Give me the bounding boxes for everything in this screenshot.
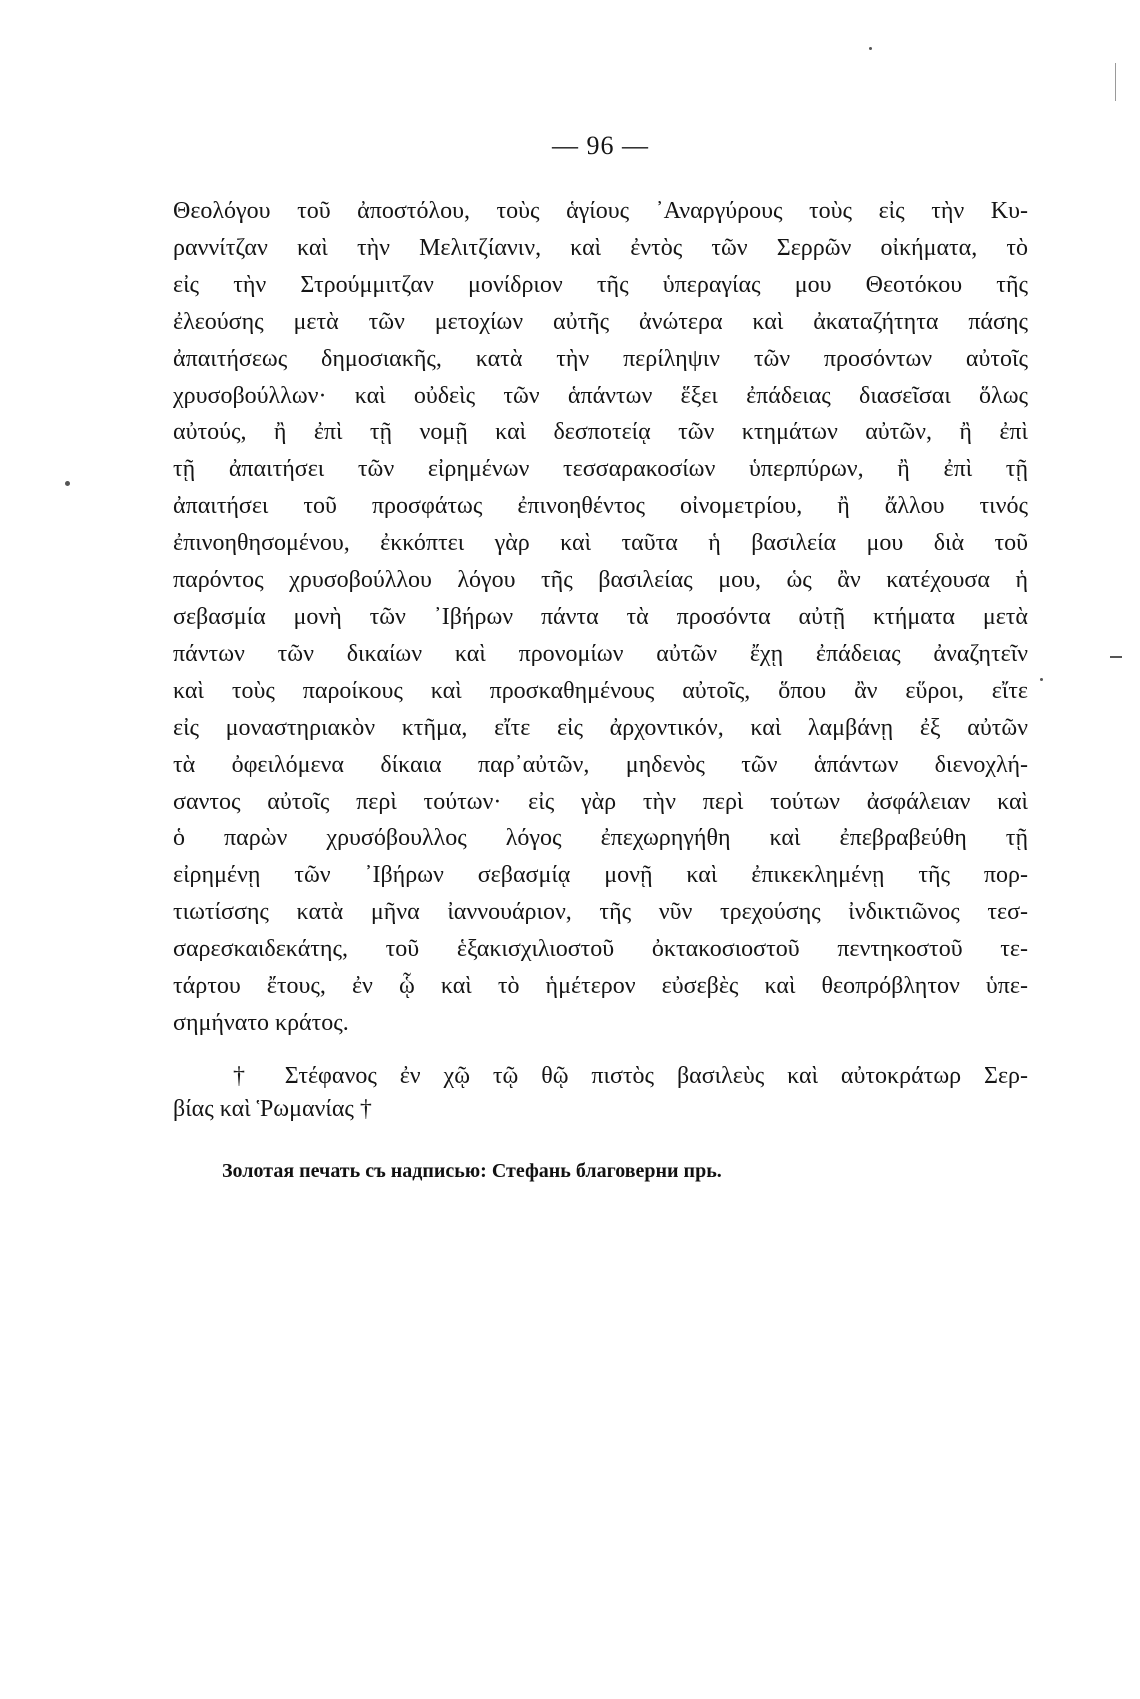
body-line: χρυσοβούλλων· καὶ οὐδεὶς τῶν ἁπάντων ἕξει ἐπάδειας διασεῖσαι ὅλως [173, 382, 1028, 409]
body-line: σημήνατο κράτος. [173, 1009, 349, 1036]
scan-edge-mark [1115, 63, 1116, 101]
body-line: Θεολόγου τοῦ ἀποστόλου, τοὺς ἁγίους ᾿Αναργύρους τοὺς εἰς τὴν Κυ- [173, 198, 1028, 224]
body-line: εἰς τὴν Στρούμμιτζαν μονίδριον τῆς ὑπεραγίας μου Θεοτόκου τῆς [173, 271, 1028, 298]
body-line: σεβασμία μονὴ τῶν ᾿Ιβήρων πάντα τὰ προσόντα αὐτῇ κτήματα μετὰ [173, 603, 1028, 630]
signature-line: † Στέφανος ἐν χῷ τῷ θῷ πιστὸς βασιλεὺς καὶ αὐτοκράτωρ Σερ- [233, 1063, 1028, 1089]
body-line: ἐλεούσης μετὰ τῶν μετοχίων αὐτῆς ἀνώτερα καὶ ἀκαταζήτητα πάσης [173, 308, 1028, 335]
body-line: ὁ παρὼν χρυσόβουλλος λόγος ἐπεχωρηγήθη καὶ ἐπεβραβεύθη τῇ [173, 825, 1028, 852]
scan-speck [1110, 656, 1122, 658]
body-line: τῇ ἀπαιτήσει τῶν εἰρημένων τεσσαρακοσίων ὑπερπύρων, ἢ ἐπὶ τῇ [173, 456, 1028, 483]
body-line: τὰ ὀφειλόμενα δίκαια παρ᾿αὐτῶν, μηδενὸς τῶν ἁπάντων διενοχλή- [173, 751, 1028, 778]
scan-speck [869, 47, 872, 50]
body-line: παρόντος χρυσοβούλλου λόγου τῆς βασιλείας μου, ὡς ἂν κατέχουσα ἡ [173, 567, 1028, 594]
main-paragraph [173, 193, 1028, 1042]
body-line: ραννίτζαν καὶ τὴν Μελιτζίανιν, καὶ ἐντὸς τῶν Σερρῶν οἰκήματα, τὸ [173, 234, 1028, 261]
body-line: πάντων τῶν δικαίων καὶ προνομίων αὐτῶν ἔχῃ ἐπάδειας ἀναζητεῖν [173, 640, 1028, 667]
body-line: ἀπαιτήσεως δημοσιακῆς, κατὰ τὴν περίληψιν τῶν προσόντων αὐτοῖς [173, 345, 1028, 372]
body-line: εἰς μοναστηριακὸν κτῆμα, εἴτε εἰς ἀρχοντικόν, καὶ λαμβάνῃ ἐξ αὐτῶν [173, 714, 1028, 741]
body-line: ἀπαιτήσει τοῦ προσφάτως ἐπινοηθέντος οἰνομετρίου, ἢ ἄλλου τινός [173, 493, 1028, 520]
scan-speck [65, 481, 70, 486]
body-line: τάρτου ἔτους, ἐν ᾧ καὶ τὸ ἡμέτερον εὐσεβὲς καὶ θεοπρόβλητον ὑπε- [173, 973, 1028, 1000]
body-line: εἰρημένῃ τῶν ᾿Ιβήρων σεβασμίᾳ μονῇ καὶ ἐπικεκλημένῃ τῆς πορ- [173, 862, 1028, 889]
body-line: καὶ τοὺς παροίκους καὶ προσκαθημένους αὐτοῖς, ὅπου ἂν εὕροι, εἴτε [173, 677, 1028, 704]
body-line: σαντος αὐτοῖς περὶ τούτων· εἰς γὰρ τὴν περὶ τούτων ἀσφάλειαν καὶ [173, 788, 1028, 815]
body-line: σαρεσκαιδεκάτης, τοῦ ἑξακισχιλιοστοῦ ὀκτακοσιοστοῦ πεντηκοστοῦ τε- [173, 936, 1028, 963]
seal-note: Золотая печать съ надписью: Стефань благоверни прь. [222, 1160, 722, 1182]
body-line: ἐπινοηθησομένου, ἐκκόπτει γὰρ καὶ ταῦτα ἡ βασιλεία μου διὰ τοῦ [173, 530, 1028, 557]
scan-speck [1040, 678, 1043, 681]
signature-line: βίας καὶ Ῥωμανίας † [173, 1096, 372, 1122]
signature-block [173, 1060, 1028, 1126]
body-line: αὐτούς, ἢ ἐπὶ τῇ νομῇ καὶ δεσποτείᾳ τῶν κτημάτων αὐτῶν, ἢ ἐπὶ [173, 419, 1028, 446]
body-line: τιωτίσσης κατὰ μῆνα ἰαννουάριον, τῆς νῦν τρεχούσης ἰνδικτιῶνος τεσ- [173, 899, 1028, 926]
page-number: — 96 — [552, 131, 649, 160]
